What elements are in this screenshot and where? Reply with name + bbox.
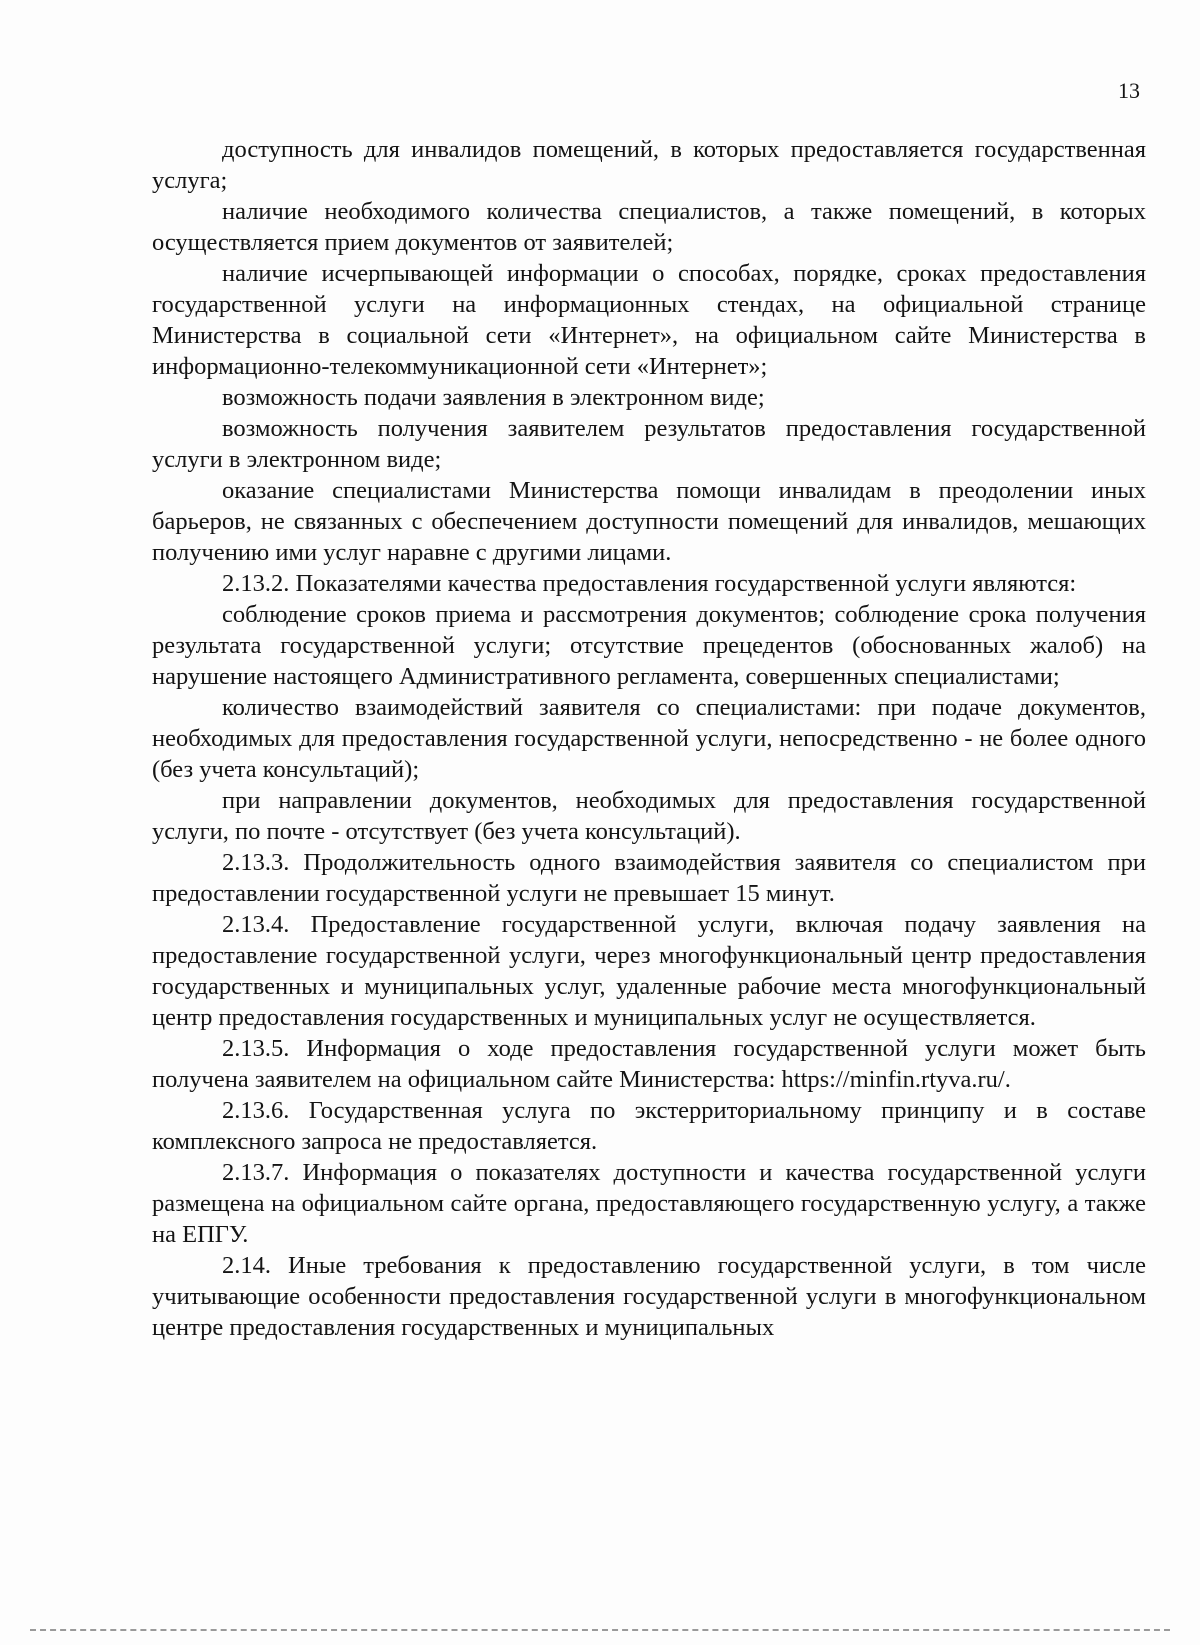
paragraph-2-13-4: 2.13.4. Предоставление государственной услуги, включая подачу заявления на предоставление государственной услуги, через многофункциональный центр предоставления государственных и муниципальных услуг, удаленные рабочие места многофункциональный центр предоставления государственных и муниципальных услуг не осуществляется. (152, 911, 1146, 1031)
paragraph-electronic-results: возможность получения заявителем результатов предоставления государственной услуги в электронном виде; (152, 415, 1146, 473)
paragraph-2-13-3: 2.13.3. Продолжительность одного взаимодействия заявителя со специалистом при предоставлении государственной услуги не превышает 15 минут. (152, 849, 1146, 907)
paragraph-assistance-disabled: оказание специалистами Министерства помощи инвалидам в преодолении иных барьеров, не связанных с обеспечением доступности помещений для инвалидов, мешающих получению ими услуг наравне с другими лицами. (152, 477, 1146, 566)
paragraph-accessibility-premises: доступность для инвалидов помещений, в которых предоставляется государственная услуга; (152, 136, 1146, 194)
paragraph-postal-submission: при направлении документов, необходимых для предоставления государственной услуги, по почте - отсутствует (без учета консультаций). (152, 787, 1146, 845)
paragraph-electronic-application: возможность подачи заявления в электронном виде; (222, 384, 765, 411)
paragraph-2-13-2: 2.13.2. Показателями качества предоставления государственной услуги являются: (222, 570, 1077, 597)
paragraph-interactions-count: количество взаимодействий заявителя со специалистами: при подаче документов, необходимых для предоставления государственной услуги, непосредственно - не более одного (без учета консультаций); (152, 694, 1146, 783)
paragraph-deadlines-compliance: соблюдение сроков приема и рассмотрения документов; соблюдение срока получения результата государственной услуги; отсутствие прецедентов (обоснованных жалоб) на нарушение настоящего Административного регламента, совершенных специалистами; (152, 601, 1146, 690)
scan-bottom-edge (30, 1629, 1170, 1631)
paragraph-exhaustive-information: наличие исчерпывающей информации о способах, порядке, сроках предоставления государственной услуги на информационных стендах, на официальной странице Министерства в социальной сети «Интернет», на официальном сайте Министерства в информационно-телекоммуникационной сети «Интернет»; (152, 260, 1146, 380)
page-number: 13 (1118, 78, 1140, 103)
paragraph-2-14: 2.14. Иные требования к предоставлению государственной услуги, в том числе учитывающие особенности предоставления государственной услуги в многофункциональном центре предоставления государственных и муниципальных (152, 1252, 1146, 1341)
document-body (152, 134, 1146, 1343)
paragraph-2-13-6: 2.13.6. Государственная услуга по экстерриториальному принципу и в составе комплексного запроса не предоставляется. (152, 1097, 1146, 1155)
paragraph-specialists-premises: наличие необходимого количества специалистов, а также помещений, в которых осуществляется прием документов от заявителей; (152, 198, 1146, 256)
paragraph-2-13-5: 2.13.5. Информация о ходе предоставления государственной услуги может быть получена заявителем на официальном сайте Министерства: https://minfin.rtyva.ru/. (152, 1035, 1146, 1093)
paragraph-2-13-7: 2.13.7. Информация о показателях доступности и качества государственной услуги размещена на официальном сайте органа, предоставляющего государственную услугу, а также на ЕПГУ. (152, 1159, 1146, 1248)
